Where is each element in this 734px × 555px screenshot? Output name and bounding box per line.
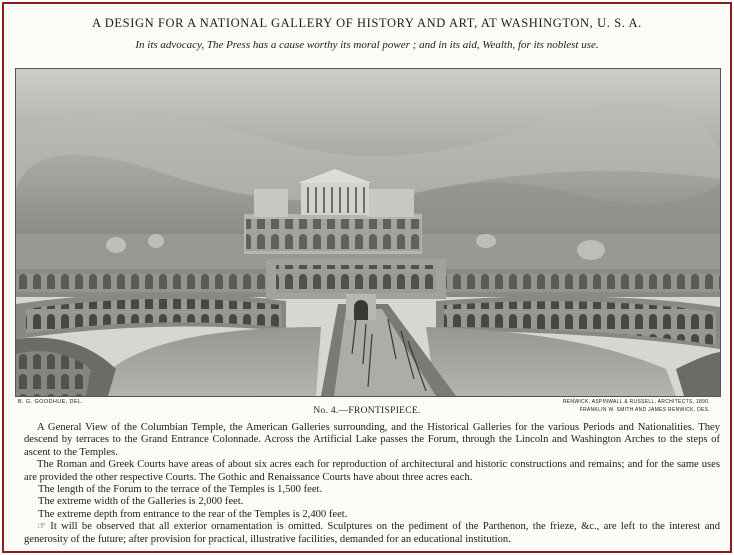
page-frame — [2, 2, 732, 553]
page-title: A DESIGN FOR A NATIONAL GALLERY OF HISTORY AND ART, AT WASHINGTON, U. S. A. — [92, 16, 642, 30]
paragraph: A General View of the Columbian Temple, the American Galleries surrounding, and the Historical Galleries for the various Periods and Nationalities. They descend by terraces to the Grand Entrance Colonnade. Across the Artificial Lake passes the Forum, through the Lincoln and Washington Arches to the steps of ascent to the Temples. — [24, 422, 720, 458]
description-text — [24, 422, 720, 546]
fact-line: The extreme depth from entrance to the rear of the Temples is 2,400 feet. — [38, 508, 348, 520]
fact-line: The extreme width of the Galleries is 2,000 feet. — [38, 496, 244, 508]
paragraph: The Roman and Greek Courts have areas of about six acres each for reproduction of architectural and historic constructions and remains; and for the same uses are provided the other respective Courts. The Gothic and Renaissance Courts have about three acres each. — [24, 459, 720, 483]
designer-credit-line: FRANKLIN W. SMITH AND JAMES RENWICK, DES. — [579, 407, 710, 413]
page-subtitle: In its advocacy, The Press has a cause worthy its moral power ; and in its aid, Wealth, for its noblest use. — [135, 39, 599, 51]
note-text: It will be observed that all exterior ornamentation is omitted. Sculptures on the pediment of the Parthenon, the frieze, &c., are left to the interest and generosity of the future; after provision for practical, illustrative facilities, demanded for an educational institution. — [24, 521, 720, 545]
frontispiece-engraving — [16, 69, 720, 396]
architect-credit-line: RENWICK, ASPINWALL & RUSSELL, ARCHITECTS, 1890. — [562, 399, 710, 405]
figure-caption: No. 4.—FRONTISPIECE. — [313, 406, 421, 416]
pointing-hand-icon: ☞ — [37, 521, 46, 533]
artist-credit: B. G. GOODHUE, DEL. — [18, 399, 84, 405]
note-paragraph — [24, 521, 720, 546]
frontispiece-illustration — [15, 68, 721, 397]
fact-line: The length of the Forum to the terrace of the Temples is 1,500 feet. — [38, 484, 323, 496]
